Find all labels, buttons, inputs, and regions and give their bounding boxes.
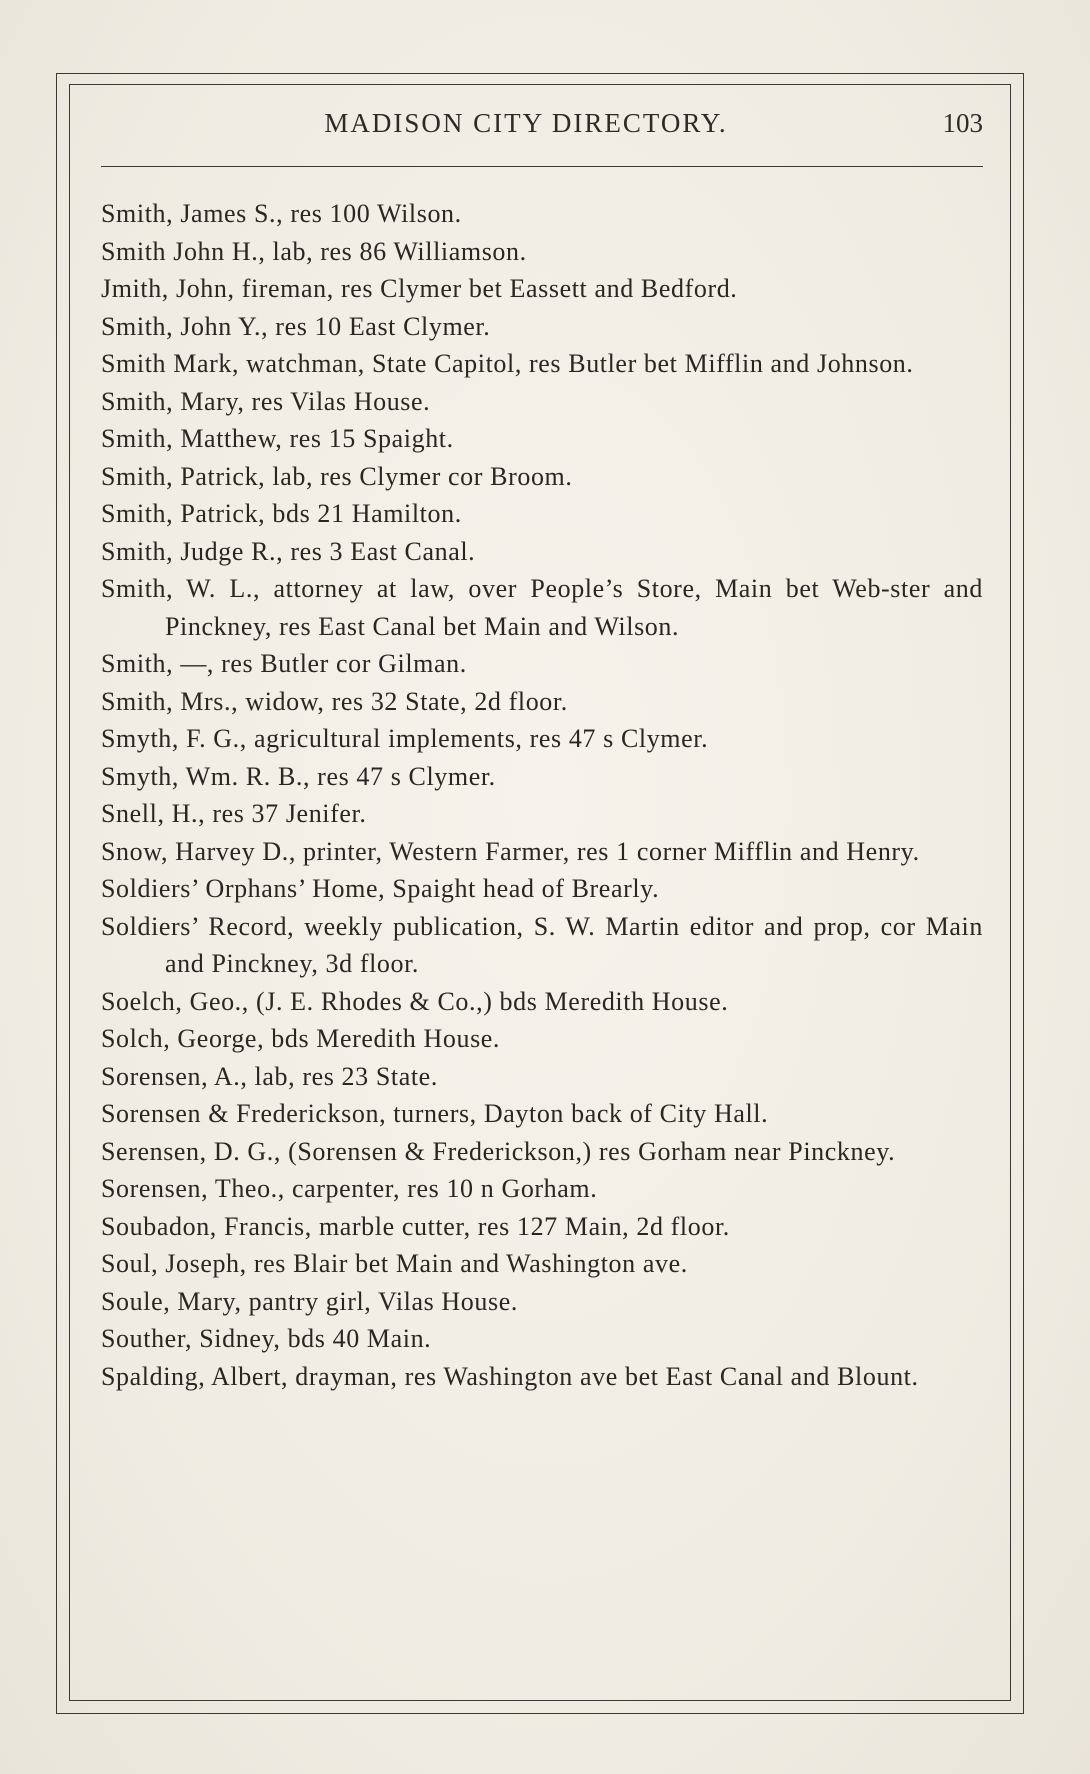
entry: Smith, Patrick, lab, res Clymer cor Broom. [101,461,573,491]
entry: Souther, Sidney, bds 40 Main. [101,1324,432,1353]
entry: Smyth, F. G., agricultural implements, res 47 s Clymer. [101,724,709,753]
entry: Soule, Mary, pantry girl, Vilas House. [101,1286,518,1316]
entry: Soul, Joseph, res Blair bet Main and Washington ave. [101,1249,688,1278]
entry: Smith, Mrs., widow, res 32 State, 2d floor. [101,686,568,716]
header-rule [101,166,983,167]
entry: Smith, Mary, res Vilas House. [101,386,431,416]
entry: Smith John H., lab, res 86 Williamson. [101,236,527,266]
entry: Soelch, Geo., (J. E. Rhodes & Co.,) bds Meredith House. [101,986,729,1016]
entry: Smith, James S., res 100 Wilson. [101,199,462,228]
entry: Smith, —, res Butler cor Gilman. [101,649,467,678]
page-header [69,108,983,148]
entry-list [101,195,983,1395]
entry: Soldiers’ Record, weekly publication, S. W. Martin editor and prop, cor Main and Pinckney, 3d floor. [101,911,983,978]
page-number: 103 [942,108,983,138]
entry: Smith, Judge R., res 3 East Canal. [101,536,476,566]
entry: Soubadon, Francis, marble cutter, res 127 Main, 2d floor. [101,1211,730,1241]
entry: Spalding, Albert, drayman, res Washington ave bet East Canal and Blount. [101,1361,919,1391]
entry: Sorensen & Frederickson, turners, Dayton back of City Hall. [101,1099,769,1128]
entry: Sorensen, A., lab, res 23 State. [101,1061,438,1091]
entry: Serensen, D. G., (Sorensen & Frederickson,) res Gorham near Pinckney. [101,1136,896,1166]
entry: Jmith, John, fireman, res Clymer bet Eassett and Bedford. [101,274,738,303]
entry: Smith Mark, watchman, State Capitol, res Butler bet Mifflin and Johnson. [101,349,914,378]
entry: Snow, Harvey D., printer, Western Farmer, res 1 corner Mifflin and Henry. [101,836,920,866]
entry: Smith, Patrick, bds 21 Hamilton. [101,499,462,528]
entry: Sorensen, Theo., carpenter, res 10 n Gorham. [101,1174,598,1203]
entry: Smith, W. L., attorney at law, over People’s Store, Main bet Web-ster and Pinckney, res East Canal bet Main and Wilson. [101,574,983,641]
entry: Soldiers’ Orphans’ Home, Spaight head of Brearly. [101,874,660,903]
entry: Solch, George, bds Meredith House. [101,1024,501,1053]
entry: Smyth, Wm. R. B., res 47 s Clymer. [101,761,496,791]
entry: Smith, Matthew, res 15 Spaight. [101,424,454,453]
entry: Snell, H., res 37 Jenifer. [101,799,367,828]
entry: Smith, John Y., res 10 East Clymer. [101,311,491,341]
running-head: MADISON CITY DIRECTORY. [324,108,728,138]
